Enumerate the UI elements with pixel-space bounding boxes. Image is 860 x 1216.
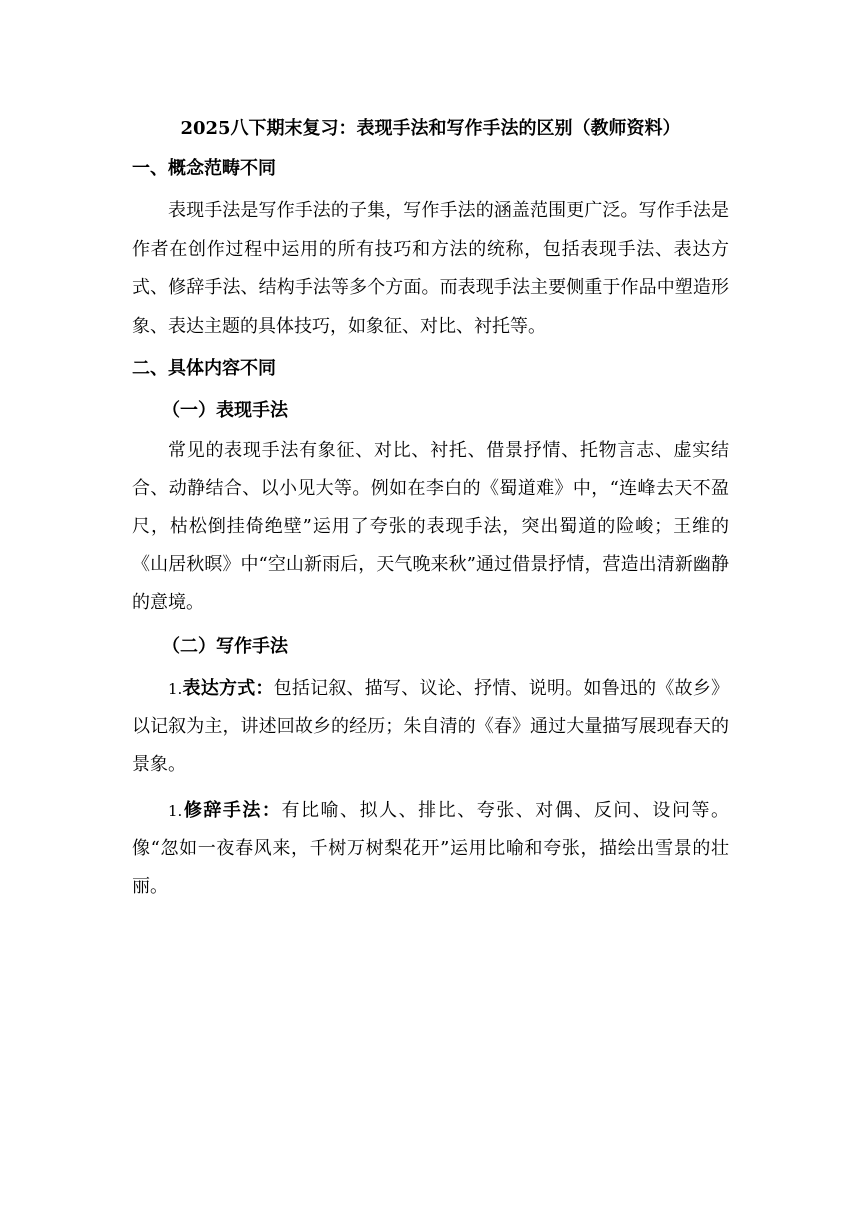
list-item-text: 包括记叙、描写、议论、抒情、说明。如鲁迅的《故乡》以记叙为主，讲述回故乡的经历；朱自清的《春》通过大量描写展现春天的景象。 xyxy=(132,678,730,775)
list-item-lead: 修辞手法： xyxy=(182,800,282,821)
document-page xyxy=(132,112,729,914)
subsection-heading-writing-techniques: （二）写作手法 xyxy=(162,636,288,657)
list-item-text: 有比喻、拟人、排比、夸张、对偶、反问、设问等。像“忽如一夜春风来，千树万树梨花开”运用比喻和夸张，描绘出雪景的壮丽。 xyxy=(132,800,730,897)
list-item-expression-modes xyxy=(132,670,729,784)
section-paragraph-concept-scope: 表现手法是写作手法的子集，写作手法的涵盖范围更广泛。写作手法是作者在创作过程中运用的所有技巧和方法的统称，包括表现手法、表达方式、修辞手法、结构手法等多个方面。而表现手法主要侧重于作品中塑造形象、表达主题的具体技巧，如象征、对比、衬托等。 xyxy=(132,200,729,337)
list-item-number: 1. xyxy=(168,680,183,698)
list-item-lead: 表达方式： xyxy=(182,678,274,699)
list-item-rhetorical-devices xyxy=(132,792,729,906)
subsection-paragraph-expressive-techniques: 常见的表现手法有象征、对比、衬托、借景抒情、托物言志、虚实结合、动静结合、以小见大等。例如在李白的《蜀道难》中，“连峰去天不盈尺，枯松倒挂倚绝壁”运用了夸张的表现手法，突出蜀道的险峻；王维的《山居秋暝》中“空山新雨后，天气晚来秋”通过借景抒情，营造出清新幽静的意境。 xyxy=(132,440,729,613)
list-item-number: 1. xyxy=(168,802,183,820)
section-heading-concept-scope: 一、概念范畴不同 xyxy=(132,158,276,179)
subsection-heading-expressive-techniques: （一）表现手法 xyxy=(162,400,288,421)
section-heading-specific-content: 二、具体内容不同 xyxy=(132,358,276,379)
document-title: 2025八下期末复习：表现手法和写作手法的区别（教师资料） xyxy=(180,118,681,139)
